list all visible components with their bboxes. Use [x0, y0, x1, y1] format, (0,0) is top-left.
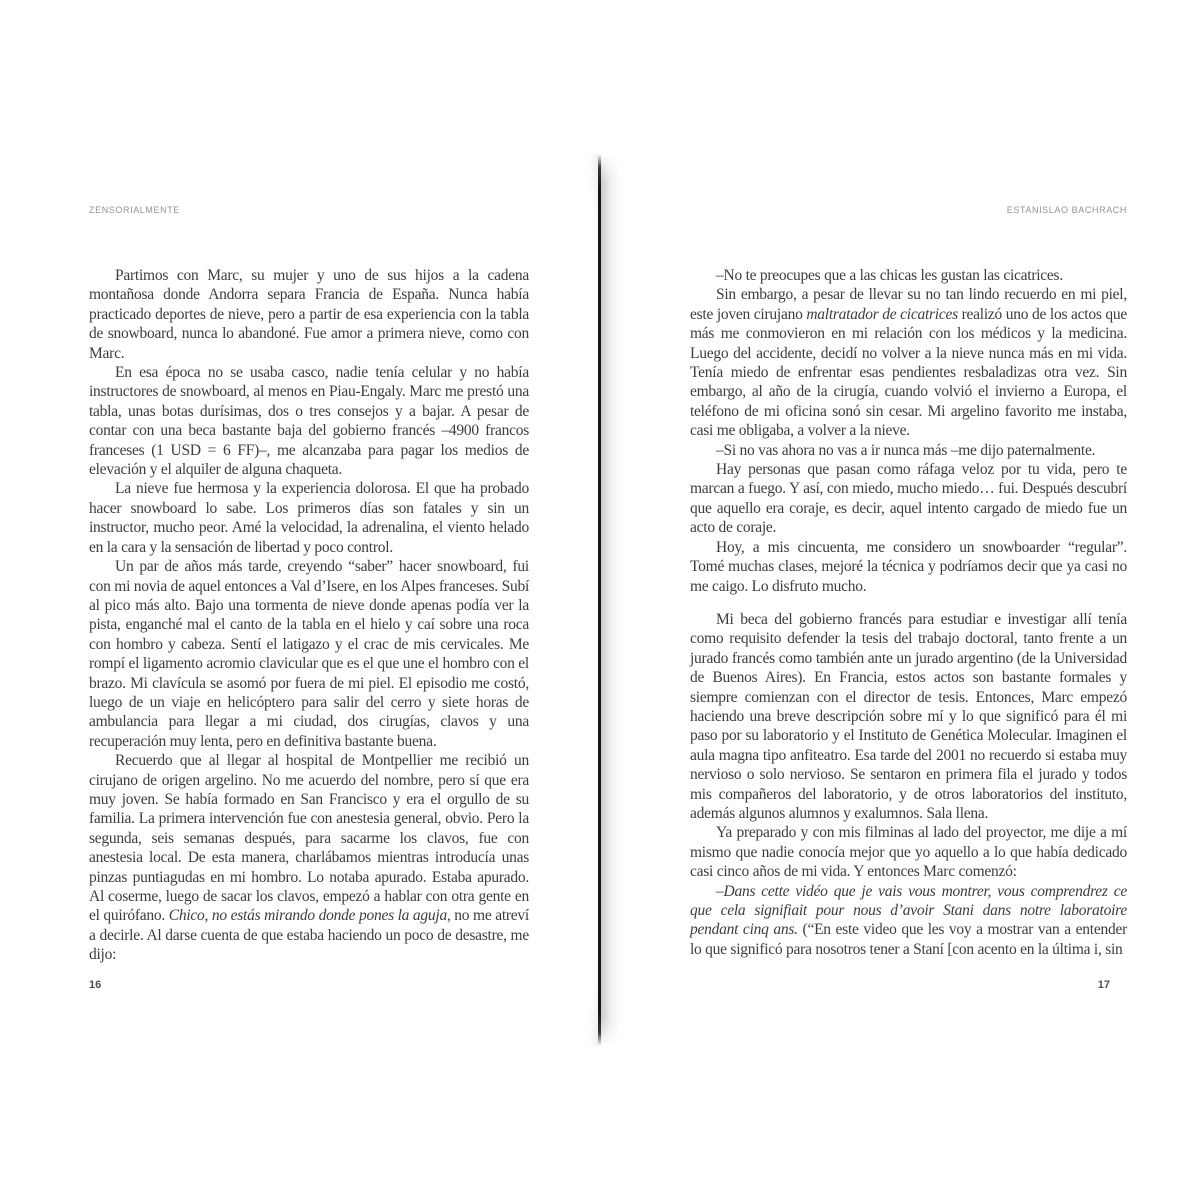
paragraph: [89, 266, 529, 363]
page-body-right: [690, 266, 1127, 959]
page-body-left: [89, 266, 529, 965]
paragraph: [690, 285, 1127, 440]
text-run: Un par de años más tarde, creyendo “saber” hacer snowboard, fui con mi novia de aquel entonces a Val d’Isere, en los Alpes franceses. Subí al pico más alto. Bajo una tormenta de nieve donde apenas podía ver la pista, enganché mal el canto de la tabla en el hielo y caí sobre una roca con hombro y cabeza. Sentí el latigazo y el crac de mis cervicales. Me rompí el ligamento acromio clavicular que es el que une el hombro con el brazo. Mi clavícula se asomó por fuera de mi piel. El episodio me costó, luego de un viaje en helicóptero para salir del cerro y siete horas de ambulancia para llegar a mi ciudad, dos cirugías, clavos y una recuperación muy lenta, pero en definitiva bastante buena.: [89, 558, 529, 750]
text-run: Partimos con Marc, su mujer y uno de sus hijos a la cadena montañosa donde Andorra separa Francia de España. Nunca había practicado deportes de nieve, pero a partir de esa experiencia con la tabla de snowboard, nunca lo abandoné. Fue amor a primera nieve, como con Marc.: [89, 267, 529, 362]
paragraph: [690, 538, 1127, 596]
text-run: , no me atreví a decirle. Al darse cuenta de que estaba haciendo un poco de desastre, me dijo:: [89, 907, 529, 964]
paragraph: [89, 751, 529, 964]
text-run: –No te preocupes que a las chicas les gustan las cicatrices.: [716, 267, 1063, 284]
page-number-left: 16: [89, 979, 102, 991]
paragraph: [89, 479, 529, 557]
spine-shadow-right: [601, 154, 627, 1046]
running-header-right: ESTANISLAO BACHRACH: [1006, 205, 1127, 215]
spine: [598, 154, 601, 1046]
text-run: Hoy, a mis cincuenta, me considero un snowboarder “regular”. Tomé muchas clases, mejoré la técnica y podríamos decir que ya casi no me caigo. Lo disfruto mucho.: [690, 538, 1127, 595]
paragraph: [89, 557, 529, 751]
paragraph: [690, 266, 1127, 285]
italic-text-run: Chico, no estás mirando donde pones la aguja: [168, 907, 447, 925]
text-run: Ya preparado y con mis filminas al lado del proyector, me dije a mí mismo que nadie conocía mejor que yo aquello a lo que había dedicado casi cinco años de mi vida. Y entonces Marc comenzó:: [690, 824, 1127, 881]
text-run: La nieve fue hermosa y la experiencia dolorosa. El que ha probado hacer snowboard lo sabe. Los primeros días son fatales y sin un instructor, mucho peor. Amé la velocidad, la adrenalina, el viento helado en la cara y la sensación de libertad y poco control.: [89, 480, 529, 556]
paragraph: [690, 823, 1127, 881]
text-run: Mi beca del gobierno francés para estudiar e investigar allí tenía como requisito defender la tesis del trabajo doctoral, tanto frente a un jurado francés como también ante un jurado argentino (de la Universidad de Buenos Aires). En Francia, estos actos son bastante formales y siempre comienzan con el director de tesis. Entonces, Marc empezó haciendo una breve descripción sobre mí y lo que significó para él mi paso por su laboratorio y el Instituto de Genética Molecular. Imaginen el aula magna tipo anfiteatro. Esa tarde del 2001 no recuerdo si estaba muy nervioso o solo nervioso. Se sentaron en primera fila el jurado y todos mis compañeros del laboratorio, y de otros laboratorios del instituto, además algunos alumnos y exalumnos. Sala llena.: [690, 610, 1127, 822]
page-number-right: 17: [1097, 979, 1110, 991]
paragraph: [690, 441, 1127, 460]
text-run: Recuerdo que al llegar al hospital de Montpellier me recibió un cirujano de origen argelino. No me acuerdo del nombre, pero sí que era muy joven. Se había formado en San Francisco y era el orgullo de su familia. La primera intervención fue con anestesia general, obvio. Pero la segunda, seis semanas después, para sacarme los clavos, fue con anestesia local. De esta manera, charlábamos mientras introducía unas pinzas puntiagudas en mi hombro. Lo notaba apurado. Estaba apurado. Al coserme, luego de sacar los clavos, empezó a hablar con otra gente en el quirófano.: [89, 752, 529, 925]
text-run: (“En este video que les voy a mostrar van a entender lo que significó para nosotros tener a Staní [con acento en la última i, sin: [690, 921, 1128, 958]
paragraph: [690, 882, 1127, 960]
text-run: Hay personas que pasan como ráfaga veloz por tu vida, pero te marcan a fuego. Y así, con miedo, mucho miedo… fui. Después descubrí que aquello era coraje, es decir, aquel intento cargado de miedo fue un acto de coraje.: [690, 461, 1127, 537]
text-run: –Si no vas ahora no vas a ir nunca más –me dijo paternalmente.: [716, 441, 1096, 459]
running-header-left: ZENSORIALMENTE: [89, 205, 180, 215]
text-run: En esa época no se usaba casco, nadie tenía celular y no había instructores de snowboard, al menos en Piau-Engaly. Marc me prestó una tabla, unas botas durísimas, dos o tres consejos y a bajar. A pesar de contar con una beca bastante baja del gobierno francés –4900 francos franceses (1 USD = 6 FF)–, me alcanzaba para pagar los medios de elevación y el alquiler de alguna chaqueta.: [89, 364, 529, 479]
paragraph: [690, 460, 1127, 538]
text-run: realizó uno de los actos que más me conmovieron en mi relación con los médicos y la medicina. Luego del accidente, decidí no volver a la nieve nunca más en mi vida. Tenía miedo de enfrentar esas pendientes resbaladizas otra vez. Sin embargo, al año de la cirugía, cuando volvió el invierno a Europa, el teléfono de mi oficina sonó sin cesar. Mi argelino favorito me instaba, casi me obligaba, a volver a la nieve.: [690, 305, 1127, 440]
text-run: Sin embargo, a pesar de llevar su no tan lindo recuerdo en mi piel, este joven cirujano: [690, 286, 1127, 323]
italic-text-run: maltratador de cicatrices: [806, 305, 958, 323]
paragraph: [690, 610, 1127, 823]
italic-text-run: –Dans cette vidéo que je vais vous montrer, vous comprendrez ce que cela signifiait pour nous d’avoir Stani dans notre laboratoire pendant cinq ans.: [690, 882, 1127, 939]
paragraph: [89, 363, 529, 479]
spine-shadow-left: [586, 154, 598, 1046]
